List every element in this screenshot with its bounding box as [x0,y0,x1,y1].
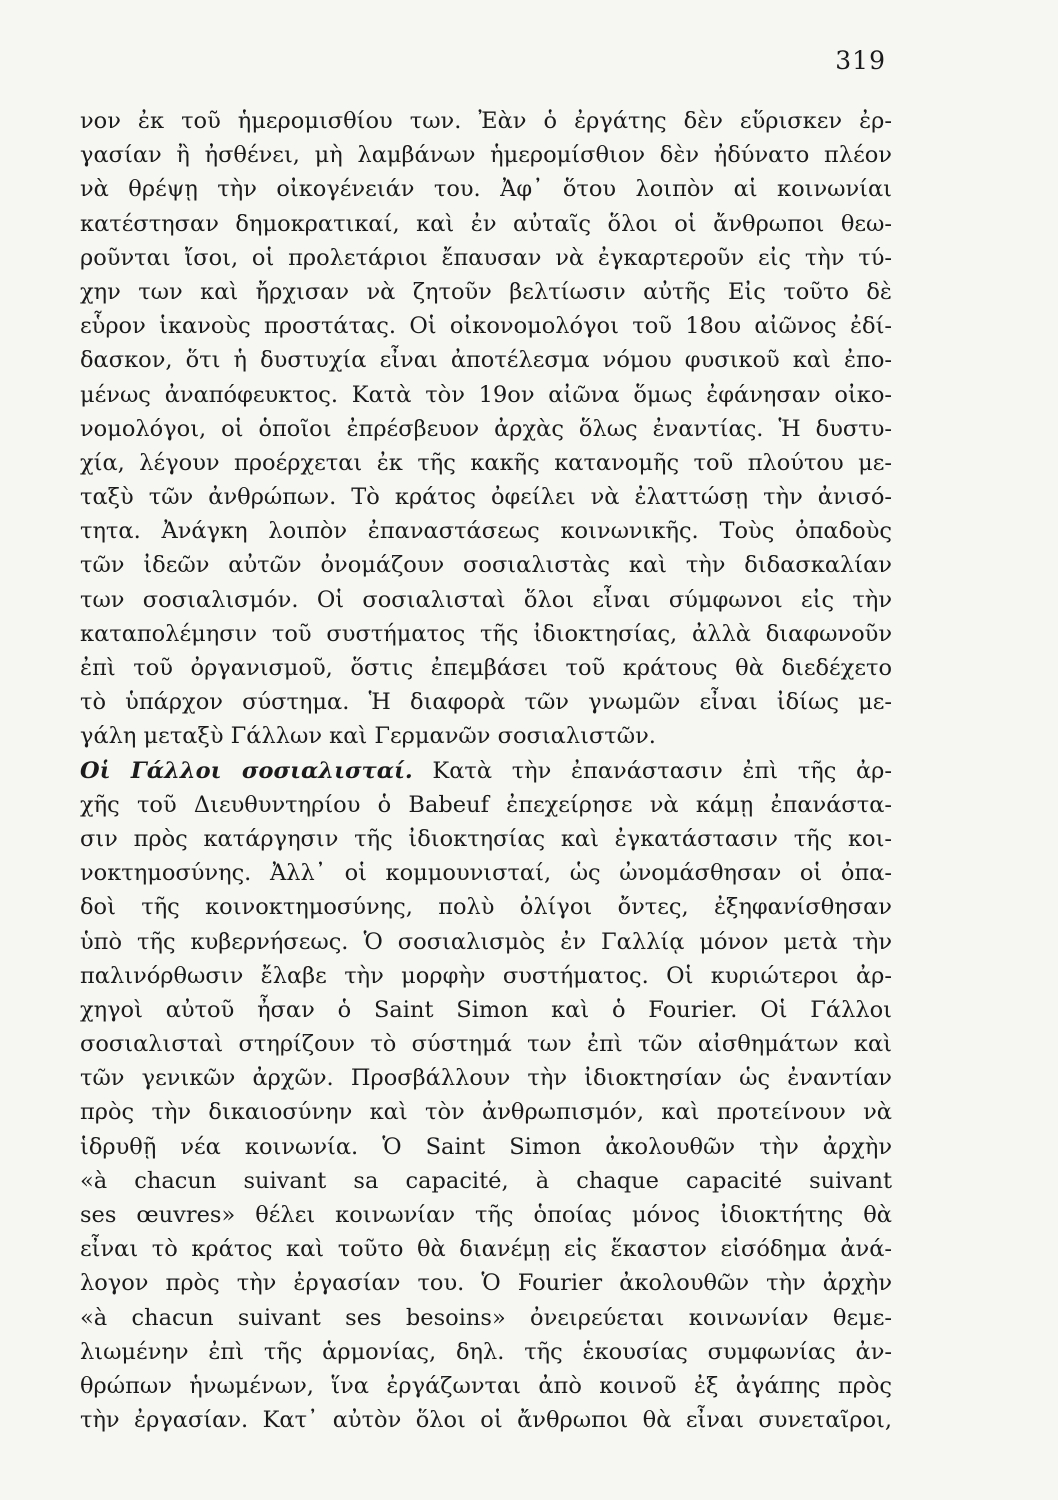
text-line: νον ἐκ τοῦ ἡμερομισθίου των. Ἐὰν ὁ ἐργάτης δὲν εὕρισκεν ἐρ- [80,108,892,134]
text-line: χην των καὶ ἤρχισαν νὰ ζητοῦν βελτίωσιν αὐτῆς Εἰς τοῦτο δὲ [80,278,892,305]
text-line: τητα. Ἀνάγκη λοιπὸν ἐπαναστάσεως κοινωνικῆς. Τοὺς ὀπαδοὺς [80,518,892,545]
text-line: «à chacun suivant sa capacité, à chaque capacité suivant [80,1167,892,1194]
text-line: τὸ ὑπάρχον σύστημα. Ἡ διαφορὰ τῶν γνωμῶν εἶναι ἰδίως με- [80,689,892,716]
text-line: γασίαν ἢ ἠσθένει, μὴ λαμβάνων ἡμερομίσθιον δὲν ἠδύνατο πλέον [80,142,892,169]
text-line: παλινόρθωσιν ἔλαβε τὴν μορφὴν συστήματος. Οἱ κυριώτεροι ἀρ- [80,962,892,989]
text-line: ροῦνται ἴσοι, οἱ προλετάριοι ἔπαυσαν νὰ ἐγκαρτεροῦν εἰς τὴν τύ- [80,244,892,271]
text-line: γάλη μεταξὺ Γάλλων καὶ Γερμανῶν σοσιαλιστῶν. [80,723,656,750]
text-line: θρώπων ἡνωμένων, ἵνα ἐργάζωνται ἀπὸ κοινοῦ ἐξ ἀγάπης πρὸς [80,1372,892,1399]
text-line: λογον πρὸς τὴν ἐργασίαν του. Ὁ Fourier ἀκολουθῶν τὴν ἀρχὴν [80,1270,892,1297]
text-line: νοκτημοσύνης. Ἀλλ᾽ οἱ κομμουνισταί, ὡς ὠνομάσθησαν οἱ ὀπα- [80,860,892,887]
text-line: ἐπὶ τοῦ ὀργανισμοῦ, ὅστις ἐπεμβάσει τοῦ κράτους θὰ διεδέχετο [80,655,892,681]
text-line: ἱδρυθῇ νέα κοινωνία. Ὁ Saint Simon ἀκολουθῶν τὴν ἀρχὴν [80,1133,892,1160]
text-line: ταξὺ τῶν ἀνθρώπων. Τὸ κράτος ὀφείλει νὰ ἐλαττώσῃ τὴν ἀνισό- [80,484,892,511]
text-line: καταπολέμησιν τοῦ συστήματος τῆς ἰδιοκτησίας, ἀλλὰ διαφωνοῦν [80,620,892,647]
text-line: δασκον, ὅτι ἡ δυστυχία εἶναι ἀποτέλεσμα νόμου φυσικοῦ καὶ ἐπο- [80,347,892,374]
text-line: μένως ἀναπόφευκτος. Κατὰ τὸν 19ον αἰῶνα ὅμως ἐφάνησαν οἰκο- [80,381,892,408]
text-line: τῶν ἰδεῶν αὐτῶν ὀνομάζουν σοσιαλιστὰς καὶ τὴν διδασκαλίαν [80,552,892,579]
text-line: δοὶ τῆς κοινοκτημοσύνης, πολὺ ὀλίγοι ὄντες, ἐξηφανίσθησαν [80,894,892,921]
page-number: 319 [835,46,886,75]
text-line: νομολόγοι, οἱ ὁποῖοι ἐπρέσβευον ἀρχὰς ὅλως ἐναντίας. Ἡ δυστυ- [80,415,892,442]
text-fragment: Κατὰ τὴν ἐπανάστασιν ἐπὶ τῆς ἀρ- [412,757,892,784]
text-line: «à chacun suivant ses besoins» ὀνειρεύεται κοινωνίαν θεμε- [80,1304,892,1331]
body-text [80,104,892,1437]
text-line: χηγοὶ αὐτοῦ ἦσαν ὁ Saint Simon καὶ ὁ Fourier. Οἱ Γάλλοι [80,996,892,1023]
text-line: εὗρον ἱκανοὺς προστάτας. Οἱ οἰκονομολόγοι τοῦ 18ου αἰῶνος ἐδί- [80,313,892,340]
section-heading-line [80,754,892,788]
text-line: χία, λέγουν προέρχεται ἐκ τῆς κακῆς κατανομῆς τοῦ πλούτου με- [80,449,892,476]
text-line: των σοσιαλισμόν. Οἱ σοσιαλισταὶ ὅλοι εἶναι σύμφωνοι εἰς τὴν [80,586,892,613]
section-heading: Οἱ Γάλλοι σοσιαλισταί. [80,757,413,784]
text-line: σιν πρὸς κατάργησιν τῆς ἰδιοκτησίας καὶ ἐγκατάστασιν τῆς κοι- [80,825,892,852]
text-line: ses œuvres» θέλει κοινωνίαν τῆς ὁποίας μόνος ἰδιοκτήτης θὰ [80,1202,892,1228]
text-line: ὑπὸ τῆς κυβερνήσεως. Ὁ σοσιαλισμὸς ἐν Γαλλίᾳ μόνον μετὰ τὴν [80,928,892,955]
text-line: χῆς τοῦ Διευθυντηρίου ὁ Babeuf ἐπεχείρησε νὰ κάμῃ ἐπανάστα- [80,791,892,818]
text-line: εἶναι τὸ κράτος καὶ τοῦτο θὰ διανέμῃ εἰς ἕκαστον εἰσόδημα ἀνά- [80,1236,892,1263]
text-line: κατέστησαν δημοκρατικαί, καὶ ἐν αὐταῖς ὅλοι οἱ ἄνθρωποι θεω- [80,210,892,237]
text-line: νὰ θρέψῃ τὴν οἰκογένειάν του. Ἀφ᾽ ὅτου λοιπὸν αἱ κοινωνίαι [80,176,892,203]
text-line: σοσιαλισταὶ στηρίζουν τὸ σύστημά των ἐπὶ τῶν αἰσθημάτων καὶ [80,1031,892,1058]
text-line: πρὸς τὴν δικαιοσύνην καὶ τὸν ἀνθρωπισμόν, καὶ προτείνουν νὰ [80,1099,892,1126]
text-line: τῶν γενικῶν ἀρχῶν. Προσβάλλουν τὴν ἰδιοκτησίαν ὡς ἐναντίαν [80,1065,892,1092]
text-line: λιωμένην ἐπὶ τῆς ἁρμονίας, δηλ. τῆς ἑκουσίας συμφωνίας ἀν- [80,1338,892,1365]
text-line: τὴν ἐργασίαν. Κατ᾽ αὐτὸν ὅλοι οἱ ἄνθρωποι θὰ εἶναι συνεταῖροι, [80,1407,892,1434]
